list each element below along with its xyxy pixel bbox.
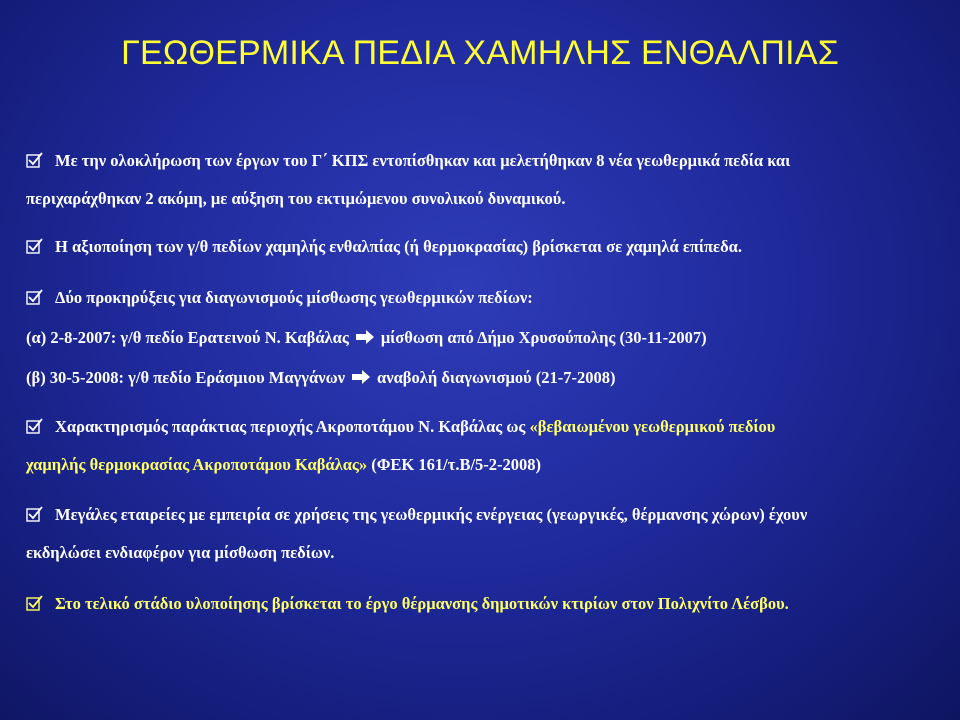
bullet-5-text-2: εκδηλώσει ενδιαφέρον για μίσθωση πεδίων. [26,543,335,562]
bullet-1-line-1 [26,151,790,171]
bullet-2-text: Η αξιοποίηση των γ/θ πεδίων χαμηλής ενθαλπίας (ή θερμοκρασίας) βρίσκεται σε χαμηλά επίπεδα. [55,237,743,256]
checkbox-icon [26,289,43,306]
bullet-4-line-1 [26,417,775,437]
checkbox-icon [26,152,43,169]
page-title: ΓΕΩΘΕΡΜΙΚΑ ΠΕΔΙΑ ΧΑΜΗΛΗΣ ΕΝΘΑΛΠΙΑΣ [121,34,839,72]
bullet-6-line-1 [26,594,789,614]
bullet-1-line-2 [26,189,565,209]
checkbox-icon [26,506,43,523]
bullet-5-text-1: Μεγάλες εταιρείες με εμπειρία σε χρήσεις της γεωθερμικής ενέργειας (γεωργικές, θέρμανσης χώρων) έχουν [55,505,808,524]
checkbox-icon [26,418,43,435]
right-arrow-icon [351,370,371,384]
bullet-4-text-white: Χαρακτηρισμός παράκτιας περιοχής Ακροποτάμου Ν. Καβάλας ως [55,417,530,436]
bullet-4-text-white-2: (ΦΕΚ 161/τ.Β/5-2-2008) [367,455,542,474]
bullet-4-line-2 [26,455,541,475]
bullet-3-text: Δύο προκηρύξεις για διαγωνισμούς μίσθωσης γεωθερμικών πεδίων: [55,288,533,307]
bullet-2-line-1 [26,237,742,257]
bullet-1-text-2: περιχαράχθηκαν 2 ακόμη, με αύξηση του εκτιμώμενου συνολικού δυναμικού. [26,189,566,208]
bullet-4-text-highlight-2: χαμηλής θερμοκρασίας Ακροποτάμου Καβάλας» [26,455,368,474]
bullet-4-text-highlight: «βεβαιωμένου γεωθερμικού πεδίου [529,417,776,436]
bullet-3-sub-a [26,328,707,348]
sub-b-part-2: αναβολή διαγωνισμού (21-7-2008) [377,368,616,387]
bullet-5-line-2 [26,543,334,563]
bullet-5-line-1 [26,505,807,525]
checkbox-icon [26,238,43,255]
sub-a-part-1: (α) 2-8-2007: γ/θ πεδίο Ερατεινού Ν. Καβάλας [26,328,349,347]
bullet-3-sub-b [26,368,616,388]
sub-b-part-1: (β) 30-5-2008: γ/θ πεδίο Εράσμιου Μαγγάνων [26,368,346,387]
checkbox-icon [26,595,43,612]
bullet-1-text-1: Με την ολοκλήρωση των έργων του Γ΄ ΚΠΣ εντοπίσθηκαν και μελετήθηκαν 8 νέα γεωθερμικά πεδία και [55,151,791,170]
bullet-3-line-1 [26,288,533,308]
sub-a-part-2: μίσθωση από Δήμο Χρυσούπολης (30-11-2007) [380,328,707,347]
bullet-6-text: Στο τελικό στάδιο υλοποίησης βρίσκεται το έργο θέρμανσης δημοτικών κτιρίων στον Πολιχνίτο Λέσβου. [55,594,789,613]
right-arrow-icon [355,330,375,344]
